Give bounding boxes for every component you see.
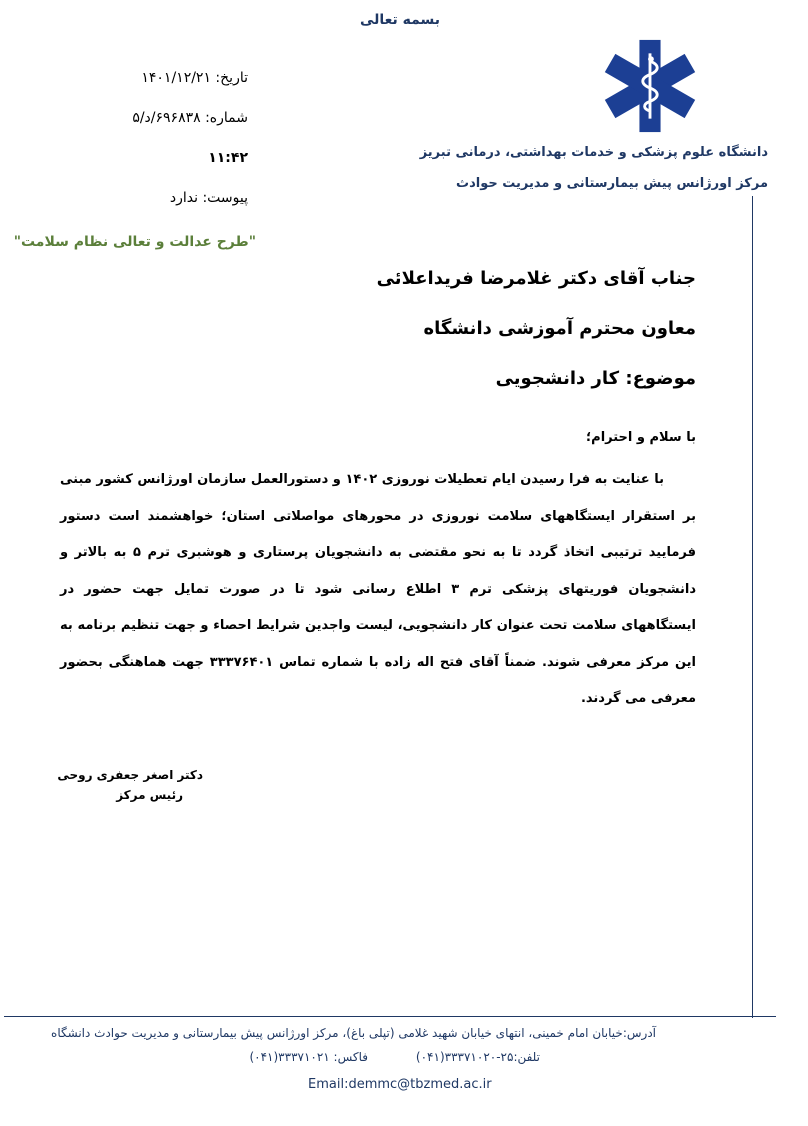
university-name: دانشگاه علوم پزشکی و خدمات بهداشتی، درمانی تبریز <box>419 145 768 160</box>
footer-address: آدرس:خیابان امام خمینی، انتهای خیابان شهید غلامی (تپلی باغ)، مرکز اورژانس پیش بیمارستانی و مدیریت حوادث دانشگاه <box>51 1026 656 1040</box>
bismillah-heading: بسمه تعالی <box>359 12 441 28</box>
letter-subject: موضوع: کار دانشجویی <box>495 368 696 389</box>
footer-divider <box>4 1016 776 1017</box>
center-name: مرکز اورژانس پیش بیمارستانی و مدیریت حوادث <box>456 176 768 191</box>
signatory-role: رئیس مرکز <box>116 788 183 802</box>
greeting: با سلام و احترام؛ <box>585 430 696 445</box>
footer-email: Email:demmc@tbzmed.ac.ir <box>308 1077 492 1092</box>
margin-line-vertical <box>752 196 753 1018</box>
letter-time: ۱۱:۴۲ <box>208 150 248 166</box>
letter-date <box>141 70 248 86</box>
letter-number <box>132 110 248 126</box>
footer-fax: فاکس: ۳۳۳۷۱۰۲۱(۰۴۱) <box>249 1050 368 1064</box>
letter-attachment: پیوست: ندارد <box>169 190 248 206</box>
signatory-name: دکتر اصغر جعفری روحی <box>57 768 203 782</box>
number-label: شماره: <box>205 110 248 126</box>
number-value: ۶۹۶۸۳۸/د/۵ <box>132 110 201 126</box>
addressee-title: معاون محترم آموزشی دانشگاه <box>423 318 696 339</box>
addressee-name: جناب آقای دکتر غلامرضا فریداعلائی <box>376 268 696 289</box>
date-label: تاریخ: <box>215 70 248 86</box>
slogan: "طرح عدالت و تعالی نظام سلامت" <box>13 234 256 250</box>
date-value: ۱۴۰۱/۱۲/۲۱ <box>141 70 211 86</box>
body-paragraph: با عنایت به فرا رسیدن ایام تعطیلات نوروزی ۱۴۰۲ و دستورالعمل سازمان اورژانس کشور مبنی بر استقرار ایستگاههای سلامت نوروزی در محورهای مواصلاتی استان؛ خواهشمند است دستور فرمایید ترتیبی اتخاذ گردد تا به نحو مقتضی به دانشجویان پرستاری و هوشبری ترم ۵ به بالاتر و دانشجویان فوریتهای پزشکی ترم ۳ اطلاع رسانی شود تا در صورت تمایل جهت حضور در ایستگاههای سلامت تحت عنوان کار دانشجویی، لیست واجدین شرایط احصاء و جهت تنظیم برنامه به این مرکز معرفی شوند. ضمناً آقای فتح اله زاده با شماره تماس ۳۳۳۷۶۴۰۱ جهت هماهنگی بحضور معرفی می گردند. <box>60 472 697 706</box>
letter-body <box>60 462 696 718</box>
footer-phone: تلفن:۲۵-۳۳۳۷۱۰۲۰(۰۴۱) <box>415 1050 540 1064</box>
star-of-life-logo <box>602 38 698 134</box>
